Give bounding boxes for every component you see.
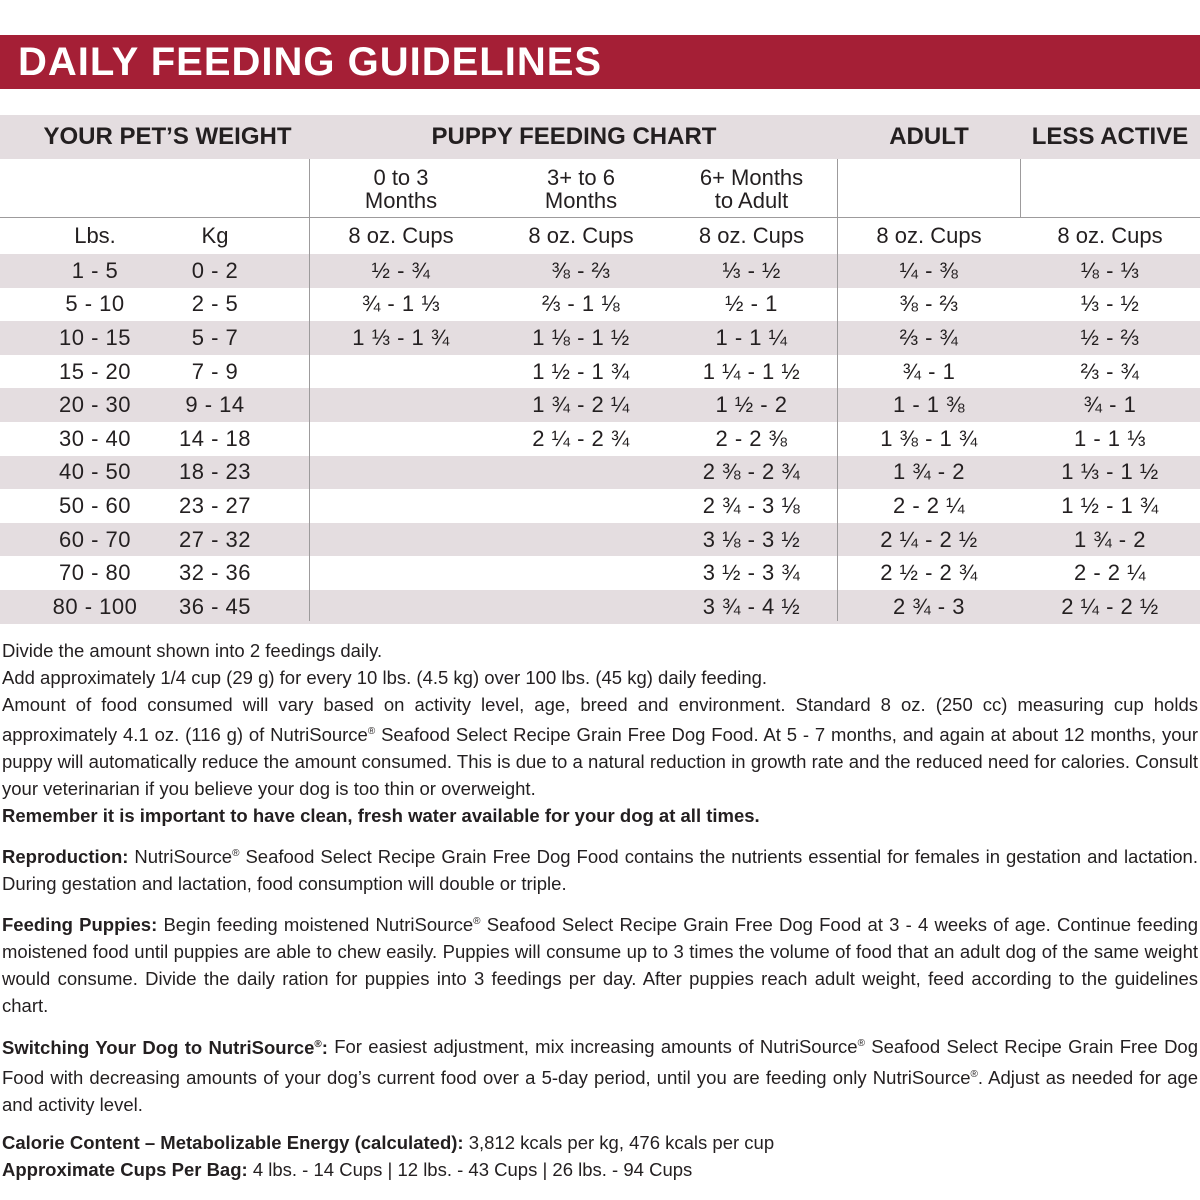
- table-cell: 10 - 15: [59, 324, 131, 350]
- note-water: Remember it is important to have clean, fresh water available for your dog at all times.: [2, 805, 760, 827]
- table-row: [0, 321, 1200, 355]
- table-row: [0, 489, 1200, 523]
- table-row: [0, 523, 1200, 557]
- unit-cell: 8 oz. Cups: [528, 223, 634, 248]
- table-row: [0, 556, 1200, 590]
- unit-cell: Kg: [201, 223, 229, 248]
- table-cell: 20 - 30: [59, 392, 131, 418]
- table-cell: 2 ¾ - 3: [893, 593, 965, 619]
- table-cell: 1 - 5: [71, 257, 119, 283]
- table-cell: ½ - ¾: [371, 257, 431, 283]
- puppy-age-0: [310, 159, 492, 218]
- table-row: [0, 422, 1200, 456]
- puppy-age-1-line2: Months: [544, 187, 618, 213]
- divider-subheader: [0, 217, 1200, 218]
- table-cell: 1 ⅛ - 1 ½: [532, 324, 630, 350]
- table-cell: ⅔ - ¾: [899, 324, 959, 350]
- note-cups-per-bag: Approximate Cups Per Bag: 4 lbs. - 14 Cups | 12 lbs. - 43 Cups | 26 lbs. - 94 Cups: [2, 1158, 693, 1180]
- table-cell: ⅜ - ⅔: [899, 291, 959, 317]
- table-cell: 2 ¾ - 3 ⅛: [702, 492, 801, 518]
- table-cell: 60 - 70: [59, 526, 131, 552]
- table-cell: 18 - 23: [179, 459, 251, 485]
- table-cell: 40 - 50: [59, 459, 131, 485]
- table-cell: 14 - 18: [179, 425, 251, 451]
- table-cell: [492, 523, 670, 557]
- note-feeding-puppies: Feeding Puppies: Begin feeding moistened NutriSource® Seafood Select Recipe Grain Free Dog Food at 3 - 4 weeks of age. Continue feeding moistened food until puppies are able to chew easily. Puppies will consume up to 3 times the volume of food that an adult dog of the same weight would consume. Divide the daily ration for puppies into 3 feedings per day. After puppies reach adult weight, feed according to the guidelines chart.: [2, 914, 1198, 1017]
- table-cell: ⅓ - ½: [722, 257, 781, 283]
- table-cell: 2 - 2 ¼: [893, 492, 965, 518]
- table-cell: 2 ½ - 2 ¾: [880, 560, 978, 586]
- table-cell: 2 - 2 ¼: [1074, 560, 1146, 586]
- feeding-table: [0, 115, 1200, 621]
- table-cell: 2 ¼ - 2 ¾: [532, 425, 630, 451]
- table-cell: 2 ⅜ - 2 ¾: [702, 459, 801, 485]
- units-row: [0, 218, 1200, 254]
- table-cell: 0 - 2: [191, 257, 239, 283]
- puppy-age-0-line2: Months: [364, 187, 438, 213]
- table-cell: 1 ½ - 1 ¾: [1061, 492, 1159, 518]
- table-cell: ⅜ - ⅔: [551, 257, 611, 283]
- table-cell: [310, 489, 492, 523]
- table-cell: ⅛ - ⅓: [1080, 257, 1140, 283]
- table-cell: 1 ⅜ - 1 ¾: [880, 425, 978, 451]
- table-cell: 36 - 45: [179, 593, 251, 619]
- table-cell: 1 ⅓ - 1 ½: [1061, 459, 1159, 485]
- table-cell: ¾ - 1: [1083, 392, 1137, 418]
- table-cell: [310, 355, 492, 389]
- table-cell: 2 ¼ - 2 ½: [880, 526, 978, 552]
- note-calorie: Calorie Content – Metabolizable Energy (calculated): 3,812 kcals per kg, 476 kcals per cup: [2, 1131, 775, 1153]
- puppy-age-0-line1: 0 to 3: [373, 164, 429, 190]
- divider-weight: [309, 159, 310, 621]
- table-row: [0, 456, 1200, 490]
- table-cell: ⅓ - ½: [1080, 291, 1140, 317]
- table-cell: 9 - 14: [185, 392, 245, 418]
- table-cell: 7 - 9: [191, 358, 239, 384]
- table-cell: [310, 456, 492, 490]
- table-cell: [492, 489, 670, 523]
- table-cell: ½ - 1: [725, 291, 778, 317]
- feeding-notes: [2, 637, 1198, 1183]
- table-cell: 2 - 5: [191, 291, 239, 317]
- table-cell: 2 - 2 ⅜: [715, 425, 788, 451]
- table-row: [0, 355, 1200, 389]
- table-cell: 1 - 1 ⅓: [1074, 425, 1146, 451]
- title-banner: [0, 35, 1200, 89]
- table-cell: 1 ⅓ - 1 ¾: [352, 324, 450, 350]
- header-less-active: LESS ACTIVE: [1031, 123, 1189, 150]
- header-adult: ADULT: [889, 123, 969, 150]
- table-cell: 23 - 27: [179, 492, 251, 518]
- table-cell: ¾ - 1: [902, 358, 956, 384]
- puppy-age-2-line1: 6+ Months: [699, 164, 804, 190]
- table-row: [0, 288, 1200, 322]
- table-cell: 1 ½ - 2: [715, 392, 788, 418]
- table-cell: ½ - ⅔: [1080, 324, 1140, 350]
- table-cell: 32 - 36: [179, 560, 251, 586]
- table-row: [0, 388, 1200, 422]
- note-reproduction: Reproduction: NutriSource® Seafood Select Recipe Grain Free Dog Food contains the nutrients essential for females in gestation and lactation. During gestation and lactation, food consumption will double or triple.: [2, 846, 1198, 895]
- table-row: [0, 590, 1200, 624]
- header-puppy: PUPPY FEEDING CHART: [431, 123, 717, 150]
- note-divide: Divide the amount shown into 2 feedings daily.: [2, 640, 383, 661]
- table-cell: [492, 556, 670, 590]
- table-cell: 15 - 20: [59, 358, 131, 384]
- table-cell: 1 ¼ - 1 ½: [702, 358, 801, 384]
- table-cell: 27 - 32: [179, 526, 251, 552]
- table-cell: 1 ¾ - 2: [893, 459, 965, 485]
- table-cell: 1 ½ - 1 ¾: [532, 358, 630, 384]
- header-weight: YOUR PET’S WEIGHT: [43, 123, 292, 150]
- table-cell: 1 ¾ - 2 ¼: [532, 392, 630, 418]
- table-cell: 5 - 7: [191, 324, 239, 350]
- table-cell: 1 ¾ - 2: [1074, 526, 1146, 552]
- table-cell: 2 ¼ - 2 ½: [1061, 593, 1159, 619]
- puppy-age-1-line1: 3+ to 6: [547, 164, 615, 190]
- table-header-row: [0, 115, 1200, 159]
- divider-less-active: [1020, 159, 1021, 218]
- puppy-age-2: [665, 159, 838, 218]
- unit-cell: 8 oz. Cups: [698, 223, 805, 248]
- table-cell: 1 - 1 ⅜: [893, 392, 965, 418]
- note-amount: Amount of food consumed will vary based on activity level, age, breed and environment. Standard 8 oz. (250 cc) measuring cup holds approximately 4.1 oz. (116 g) of NutriSource® Seafood Select Recipe Grain Free Dog Food. At 5 - 7 months, and again at about 12 months, your puppy will automatically reduce the amount consumed. This is due to a natural reduction in growth rate and the reduced need for calories. Consult your veterinarian if you believe your dog is too thin or overweight.: [2, 694, 1199, 800]
- puppy-age-1: [492, 159, 670, 218]
- table-row: [0, 254, 1200, 288]
- table-cell: [492, 456, 670, 490]
- page-title: DAILY FEEDING GUIDELINES: [18, 40, 603, 84]
- table-cell: 70 - 80: [59, 560, 131, 586]
- table-cell: 1 - 1 ¼: [715, 324, 788, 350]
- note-extra: Add approximately 1/4 cup (29 g) for every 10 lbs. (4.5 kg) over 100 lbs. (45 kg) daily feeding.: [2, 667, 768, 688]
- table-cell: 30 - 40: [59, 425, 131, 451]
- unit-cell: Lbs.: [74, 223, 116, 248]
- table-cell: [310, 556, 492, 590]
- table-cell: ⅔ - 1 ⅛: [541, 291, 621, 317]
- unit-cell: 8 oz. Cups: [348, 223, 454, 248]
- unit-cell: 8 oz. Cups: [1057, 223, 1163, 248]
- table-cell: ¾ - 1 ⅓: [361, 291, 441, 317]
- table-cell: ¼ - ⅜: [899, 257, 959, 283]
- unit-cell: 8 oz. Cups: [876, 223, 982, 248]
- table-cell: [310, 590, 492, 624]
- table-cell: [492, 590, 670, 624]
- puppy-age-2-line2: to Adult: [714, 187, 789, 213]
- table-cell: 3 ⅛ - 3 ½: [702, 526, 801, 552]
- table-cell: 3 ¾ - 4 ½: [702, 593, 801, 619]
- divider-adult: [837, 159, 838, 621]
- table-cell: 50 - 60: [59, 492, 131, 518]
- table-cell: [310, 523, 492, 557]
- table-cell: 5 - 10: [65, 291, 125, 317]
- table-cell: [310, 422, 492, 456]
- table-cell: [310, 388, 492, 422]
- table-cell: 80 - 100: [52, 593, 138, 619]
- note-switching: Switching Your Dog to NutriSource®: For easiest adjustment, mix increasing amounts of NutriSource® Seafood Select Recipe Grain Free Dog Food with decreasing amounts of your dog’s current food over a 5-day period, until you are feeding only NutriSource®. Adjust as needed for age and activity level.: [2, 1036, 1199, 1115]
- table-cell: 3 ½ - 3 ¾: [702, 560, 801, 586]
- table-cell: ⅔ - ¾: [1080, 358, 1140, 384]
